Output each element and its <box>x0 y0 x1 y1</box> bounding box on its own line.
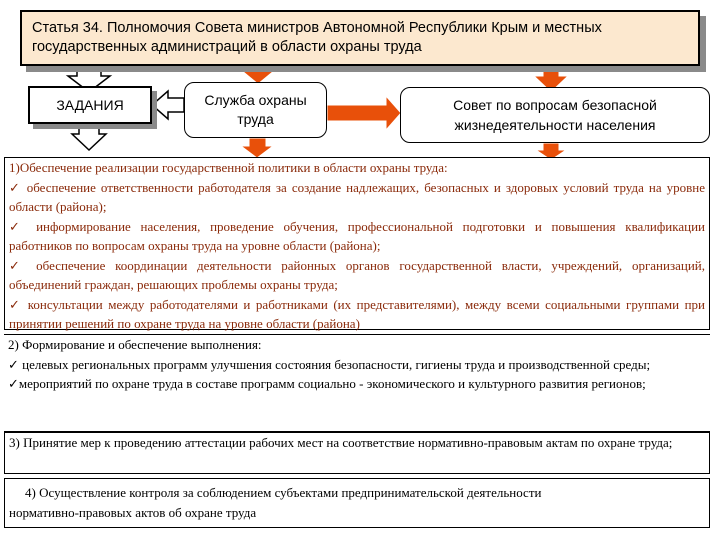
section-3-certification <box>4 432 710 474</box>
section-1-heading: 1)Обеспечение реализации государственной политики в области охраны труда: <box>9 160 448 175</box>
section-4-control <box>4 478 710 528</box>
section-4-line-1: 4) Осуществление контроля за соблюдением субъектами предпринимательской деятельности <box>25 485 542 500</box>
section-2-programs <box>4 334 710 432</box>
section-1-item: ✓ обеспечение ответственности работодателя за создание надлежащих, безопасных и здоровых условий труда на уровне области (района); <box>9 179 705 214</box>
arrow-service-to-council <box>327 96 401 130</box>
section-2-item: ✓мероприятий по охране труда в составе программ социально - экономического и культурного развития регионов; <box>8 376 646 391</box>
article-title-text: Статья 34. Полномочия Совета министров Автономной Республики Крым и местных государственных администраций в области охраны труда <box>32 20 602 55</box>
section-3-text: 3) Принятие мер к проведению аттестации рабочих мест на соответствие нормативно-правовым актам по охране труда; <box>9 435 673 450</box>
tasks-label: ЗАДАНИЯ <box>56 97 124 113</box>
section-1-policy <box>4 157 710 330</box>
section-2-item: ✓ целевых региональных программ улучшения состояния безопасности, гигиены труда и производственной среды; <box>8 356 651 372</box>
section-1-item: ✓ информирование населения, проведение обучения, профессиональной подготовки и повышения квалификации работников по вопросам охраны труда на уровне области (района); <box>9 218 705 253</box>
service-label: Служба охраны труда <box>204 92 307 127</box>
section-2-heading: 2) Формирование и обеспечение выполнения: <box>8 337 262 352</box>
section-1-item: ✓ обеспечение координации деятельности районных органов государственной власти, учреждений, организаций, объединений граждан, решающих проблемы охраны труда; <box>9 257 705 292</box>
section-4-line-2: нормативно-правовых актов об охране труда <box>9 504 257 520</box>
section-1-item: ✓ консультации между работодателями и работниками (их представителями), между всеми социальными группами при принятии решений по охране труда на уровне области (района) <box>9 296 705 331</box>
article-title <box>20 10 700 66</box>
council-label: Совет по вопросам безопасной жизнедеятельности населения <box>453 97 657 133</box>
safety-council-box <box>400 87 710 143</box>
labor-safety-service-box <box>184 82 327 138</box>
tasks-box <box>28 86 152 124</box>
arrow-service-down <box>241 138 273 158</box>
